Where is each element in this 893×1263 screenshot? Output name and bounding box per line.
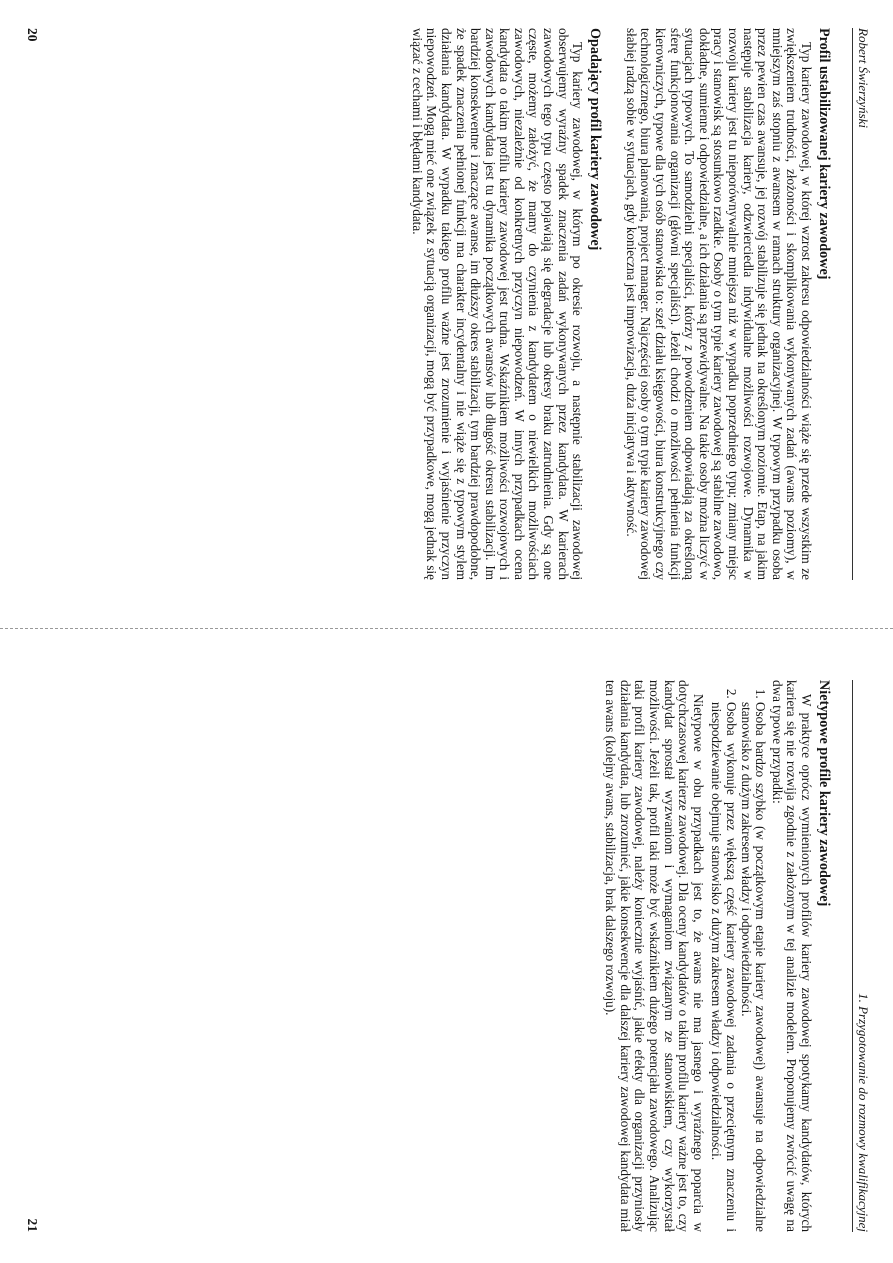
page-21	[0, 640, 893, 1260]
paragraph-stable-career: Typ kariery zawodowej, w której wzrost zakresu odpowiedzialności wiąże się przede wszystkim ze zwiększeniem trudności, złożoności i skomplikowania wykonywanych zadań (awans poziomy), w mniejszym zaś stopniu z awansem w ramach struktury organizacyjnej. W typowym przypadku osoba przez pewien czas awansuje, jej rozwój stabilizuje się jednak na określonym poziomie. Etap, na jakim następuje stabilizacja kariery, odzwierciedla indywidualne możliwości rozwojowe. Dynamika w rozwoju kariery jest tu nieporównywalnie mniejsza niż w wypadku poprzedniego typu; zmiany miejsc pracy i stanowisk są stosunkowo rzadkie. Osoby o tym typie kariery zawodowej są stabilne zawodowo, dokładne, sumienne i odpowiedzialne, a ich działania są przewidywalne. Na takie osoby można liczyć w sytuacjach typowych. To samodzielni specjaliści, którzy z powodzeniem odpowiadają za określoną sferę funkcjonowania organizacji (główni specjaliści). Jeżeli chodzi o możliwości pełnienia funkcji kierowniczych, typowe dla tych osób stanowiska to: szef działu księgowości, biura konstrukcyjnego czy technologicznego, biura planowania, project manager. Najczęściej osoby o tym typie kariery zawodowej słabiej radzą sobie w sytuacjach, gdy konieczna jest improwizacja, duża inicjatywa i aktywność.	[623, 28, 814, 580]
running-head-chapter: 1. Przygotowanie do rozmowy kwalifikacyjnej	[852, 680, 871, 1232]
atypical-cases-list	[709, 680, 767, 1232]
list-item: 1. Osoba bardzo szybko (w początkowym etapie kariery zawodowej) awansuje na odpowiedzialne stanowisko z dużym zakresem władzy i odpowiedzialności.	[738, 702, 767, 1232]
running-head-author: Robert Świerzyński	[852, 28, 871, 580]
section-heading-stable-career: Profil ustabilizowanej kariery zawodowej	[816, 28, 832, 280]
list-item: 2. Osoba wykonuje przez większą część kariery zawodowej zadania o przeciętnym znaczeniu i niespodziewanie obejmuje stanowisko z dużym zakresem władzy i odpowiedzialności.	[709, 702, 738, 1232]
page-number-left: 20	[25, 28, 40, 42]
section-heading-atypical-career: Nietypowe profile kariery zawodowej	[816, 680, 832, 907]
paragraph-atypical-analysis: Nietypowe w obu przypadkach jest to, że awans nie ma jasnego i wyraźnego poparcia w dotychczasowej karierze zawodowej. Dla oceny kandydatów o takim profilu kariery ważne jest to, czy kandydat sprostał wyzwaniom i wymaganiom związanym ze stanowiskiem, czy wykorzystał możliwości. Jeżeli tak, profil taki może być wskaźnikiem dużego potencjału zawodowego. Analizując taki profil kariery zawodowej, należy koniecznie wyjaśnić, jakie efekty dla organizacji przyniosły działania kandydata, lub zrozumieć, jakie konsekwencje dla dalszej kariery zawodowej kandydata miał ten awans (kolejny awans, stabilizacja, brak dalszego rozwoju).	[603, 680, 706, 1232]
page-number-right: 21	[25, 1218, 40, 1232]
paragraph-atypical-intro: W praktyce oprócz wymienionych profilów kariery zawodowej spotykamy kandydatów, których kariera się nie rozwija zgodnie z założonym w tej analizie modelem. Proponujemy zwrócić uwagę na dwa typowe przypadki:	[769, 680, 814, 1232]
page-fold-divider	[0, 628, 893, 629]
page-20	[0, 0, 893, 620]
section-heading-declining-career: Opadający profil kariery zawodowej	[587, 28, 604, 251]
paragraph-declining-career: Typ kariery zawodowej, w którym po okresie rozwoju, a następnie stabilizacji zawodowej obserwujemy wyraźny spadek znaczenia zadań wykonywanych przez kandydata. W karierach zawodowych tego typu często pojawiają się degradacje lub okresy braku zatrudnienia. Gdy są one częste, możemy założyć, że mamy do czynienia z kandydatem o niewielkich możliwościach zawodowych, niezależnie od konkretnych przyczyn niepowodzeń. W innych przypadkach ocena kandydata o takim profilu kariery zawodowej jest trudna. Wskaźnikiem możliwości rozwojowych i zawodowych kandydata jest tu dynamika początkowych awansów lub długość okresu stabilizacji. Im bardziej konsekwentne i znaczące awanse, im dłuższy okres stabilizacji, tym bardziej prawdopodobne, że spadek znaczenia pełnionej funkcji ma charakter incydentalny i nie wiąże się z typowym stylem działania kandydata. W wypadku takiego profilu ważne jest zrozumienie i wyjaśnienie przyczyn niepowodzeń. Mogą mieć one związek z sytuacją organizacji, mogą być przypadkowe, mogą jednak się wiązać z cechami i błędami kandydata.	[409, 28, 586, 580]
